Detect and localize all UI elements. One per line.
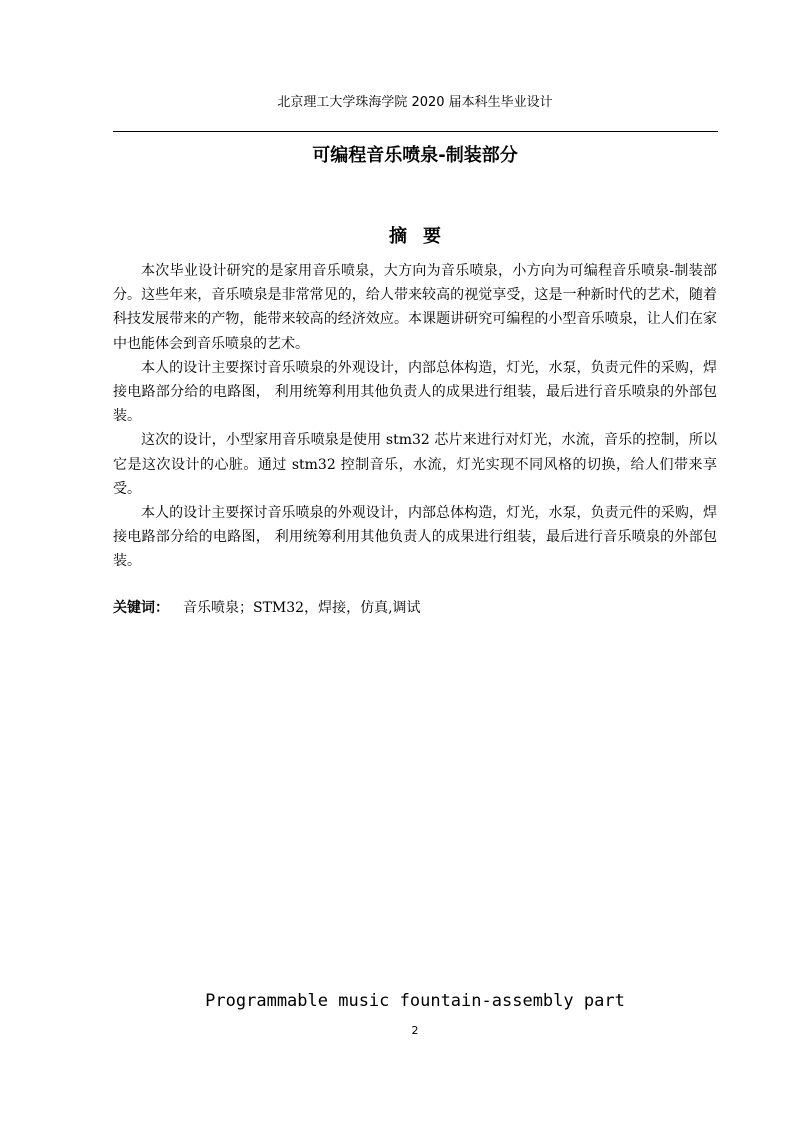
abstract-body [113,259,717,574]
document-title: 可编程音乐喷泉-制装部分 [312,145,518,166]
abstract-paragraph: 本次毕业设计研究的是家用音乐喷泉，大方向为音乐喷泉，小方向为可编程音乐喷泉-制装部分。这些年来，音乐喷泉是非常常见的，给人带来较高的视觉享受，这是一种新时代的艺术，随着科技发展带来的产物，能带来较高的经济效应。本课题讲研究可编程的小型音乐喷泉，让人们在家中也能体会到音乐喷泉的艺术。 [113,263,717,352]
page-number: 2 [411,1024,419,1037]
keywords-line [113,598,717,618]
header-rule [113,131,718,132]
abstract-paragraph: 本人的设计主要探讨音乐喷泉的外观设计，内部总体构造，灯光，水泵，负责元件的采购，焊接电路部分给的电路图， 利用统筹利用其他负责人的成果进行组装，最后进行音乐喷泉的外部包装。 [113,505,717,570]
page-header: 北京理工大学珠海学院 2020 届本科生毕业设计 [277,95,553,110]
abstract-paragraph: 这次的设计，小型家用音乐喷泉是使用 stm32 芯片来进行对灯光，水流，音乐的控制，所以它是这次设计的心脏。通过 stm32 控制音乐，水流，灯光实现不同风格的切换，给人们带来享受。 [113,432,717,497]
english-title: Programmable music fountain-assembly part [205,991,625,1011]
keywords-label: 关键词： [113,600,169,616]
abstract-paragraph: 本人的设计主要探讨音乐喷泉的外观设计，内部总体构造，灯光，水泵，负责元件的采购，焊接电路部分给的电路图， 利用统筹利用其他负责人的成果进行组装，最后进行音乐喷泉的外部包装。 [113,359,717,425]
abstract-heading: 摘要 [389,226,457,247]
keywords-text: 音乐喷泉；STM32，焊接，仿真,调试 [183,600,421,616]
